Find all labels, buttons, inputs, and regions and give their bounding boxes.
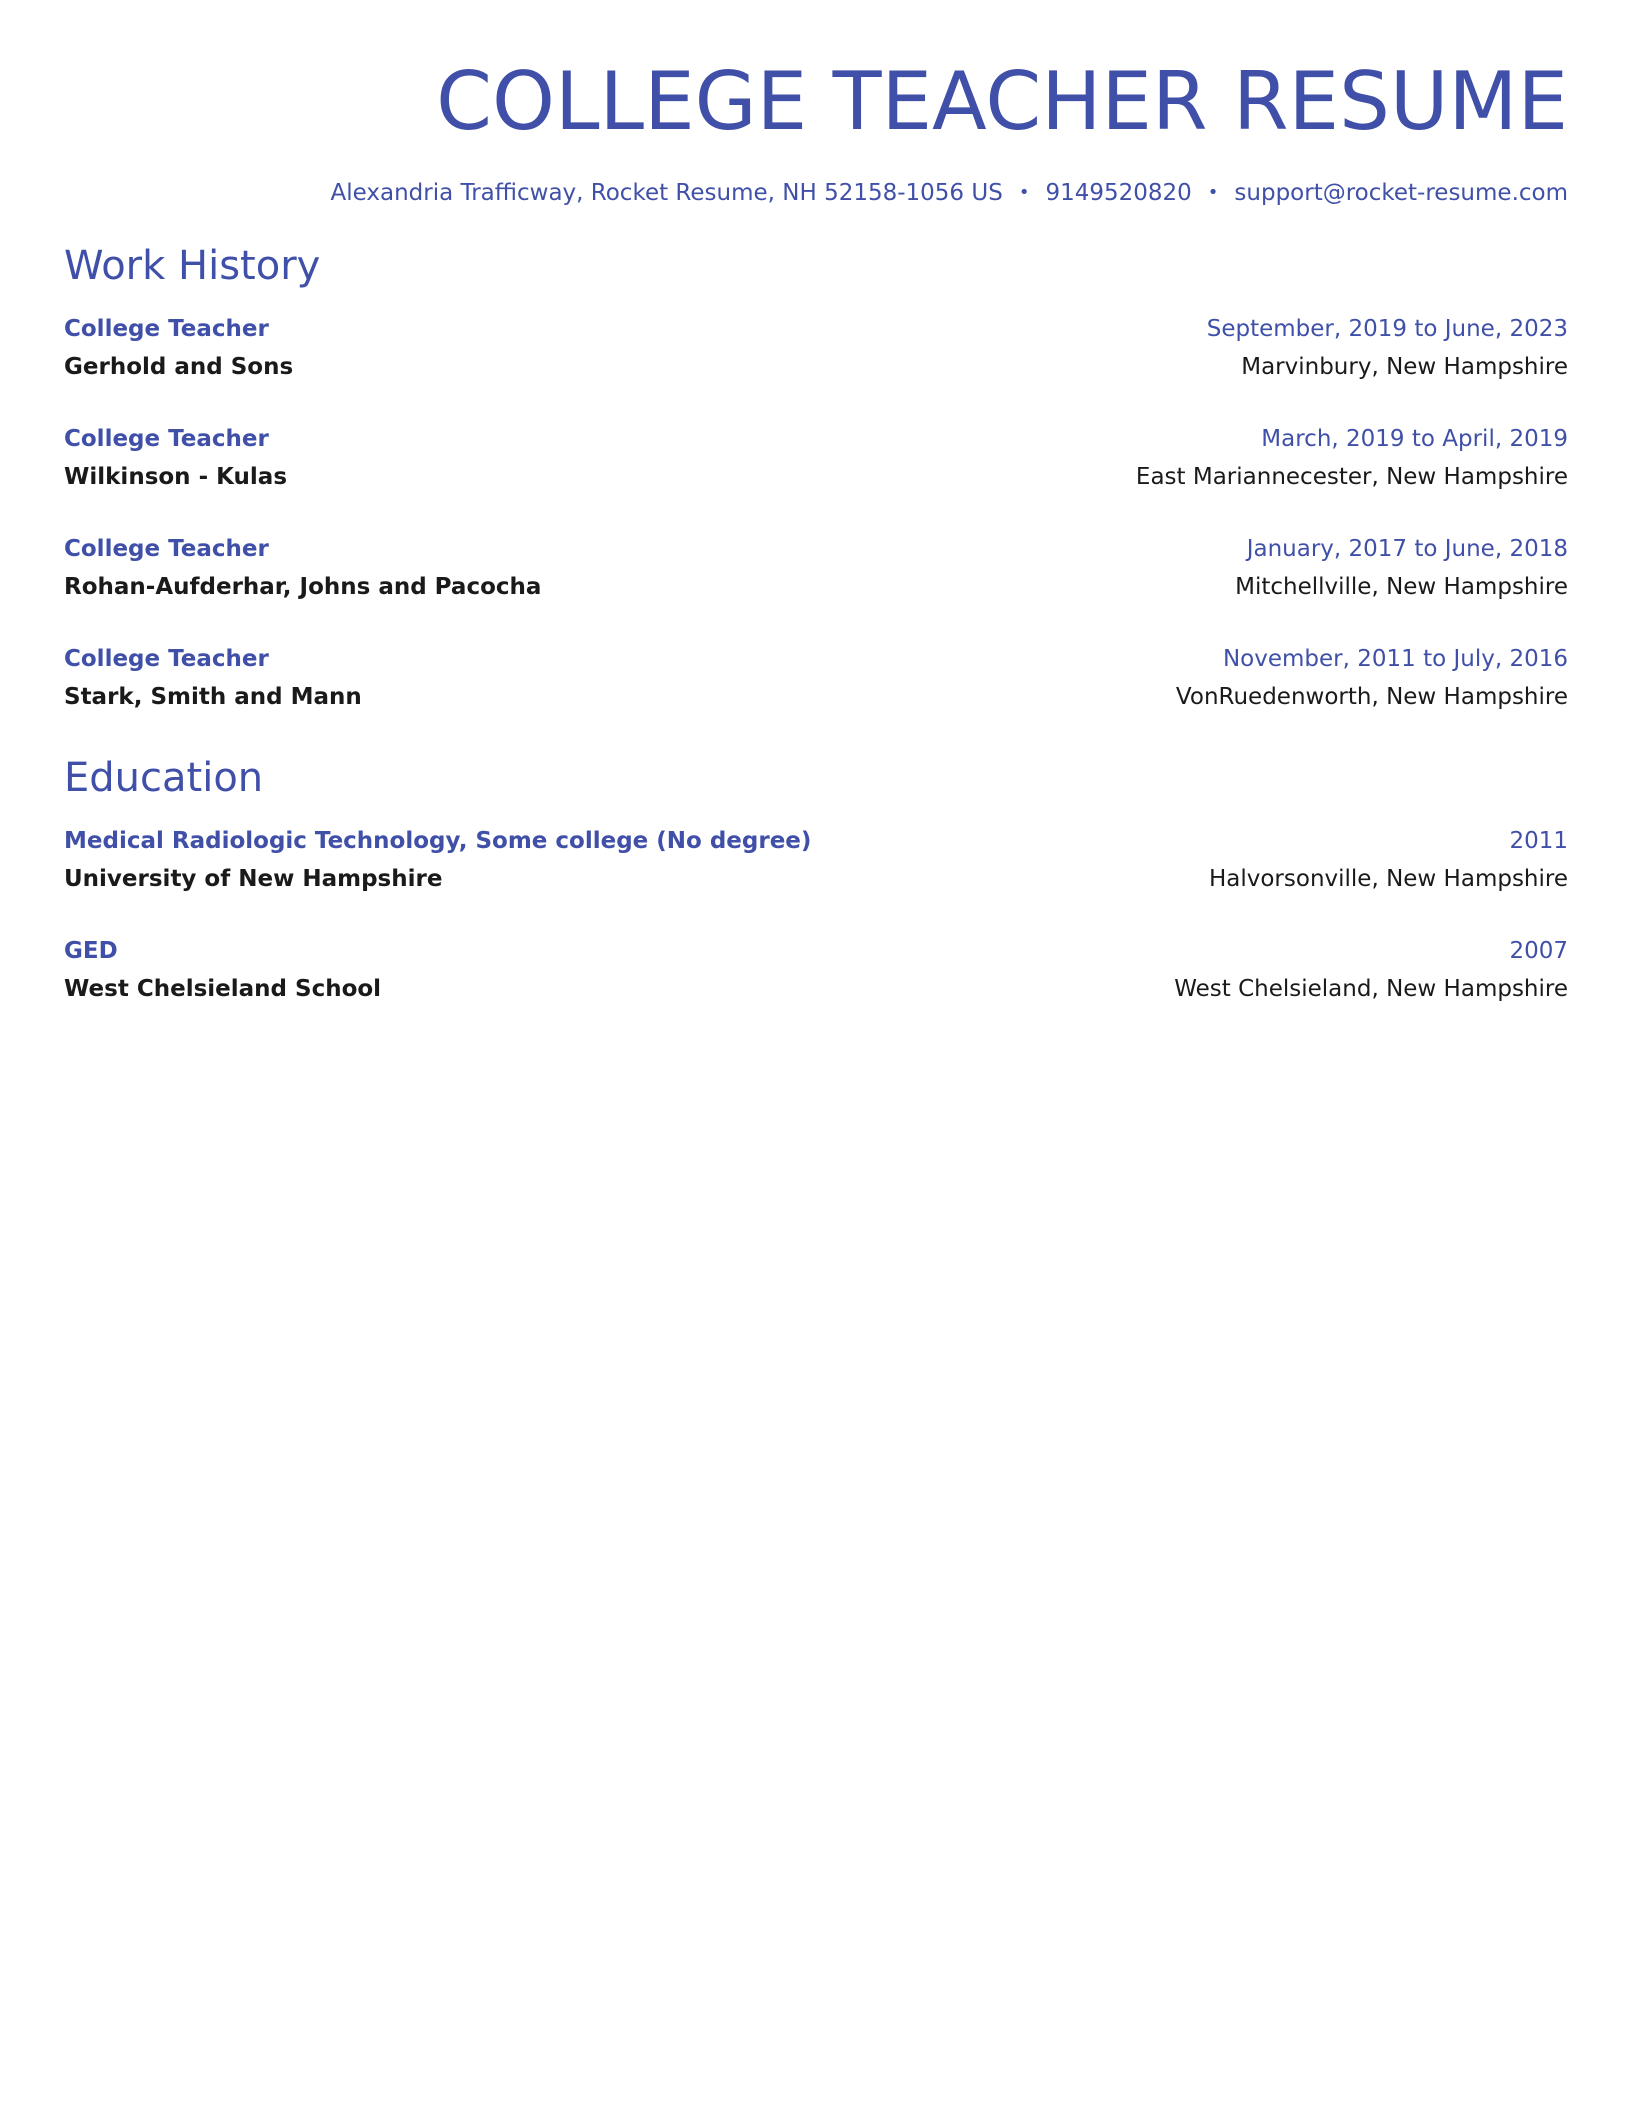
job-title: College Teacher [64,536,269,562]
school-location: Halvorsonville, New Hampshire [1208,866,1568,892]
contact-email: support@rocket-resume.com [1234,180,1568,206]
job-location: VonRuedenworth, New Hampshire [1175,684,1568,710]
job-location: Marvinbury, New Hampshire [1241,354,1568,380]
work-entry [64,310,1568,386]
education-list [64,822,1568,1008]
contact-separator: • [1018,182,1030,203]
employer: Stark, Smith and Mann [64,684,362,710]
job-dates: November, 2011 to July, 2016 [1222,646,1568,672]
school-name: University of New Hampshire [64,866,443,892]
degree: Medical Radiologic Technology, Some college (No degree) [64,828,812,854]
work-entry [64,420,1568,496]
resume-title: COLLEGE TEACHER RESUME [436,55,1568,148]
contact-separator: • [1207,182,1219,203]
graduation-year: 2011 [1509,828,1568,854]
work-history-heading: Work History [64,243,321,289]
job-dates: September, 2019 to June, 2023 [1206,316,1568,342]
school-location: West Chelsieland, New Hampshire [1174,976,1568,1002]
education-heading: Education [64,755,264,801]
work-entry [64,530,1568,606]
employer: Wilkinson - Kulas [64,464,288,490]
graduation-year: 2007 [1509,938,1568,964]
employer: Rohan-Aufderhar, Johns and Pacocha [64,574,542,600]
contact-line [64,180,1568,206]
employer: Gerhold and Sons [64,354,294,380]
job-location: Mitchellville, New Hampshire [1235,574,1568,600]
job-title: College Teacher [64,646,269,672]
school-name: West Chelsieland School [64,976,382,1002]
contact-phone: 9149520820 [1045,180,1192,206]
degree: GED [64,938,118,964]
education-entry [64,932,1568,1008]
job-dates: January, 2017 to June, 2018 [1246,536,1568,562]
job-dates: March, 2019 to April, 2019 [1261,426,1568,452]
work-entry [64,640,1568,716]
job-title: College Teacher [64,316,269,342]
contact-address: Alexandria Trafficway, Rocket Resume, NH 52158-1056 US [330,180,1003,206]
education-entry [64,822,1568,898]
job-location: East Mariannecester, New Hampshire [1135,464,1568,490]
work-history-list [64,310,1568,716]
job-title: College Teacher [64,426,269,452]
